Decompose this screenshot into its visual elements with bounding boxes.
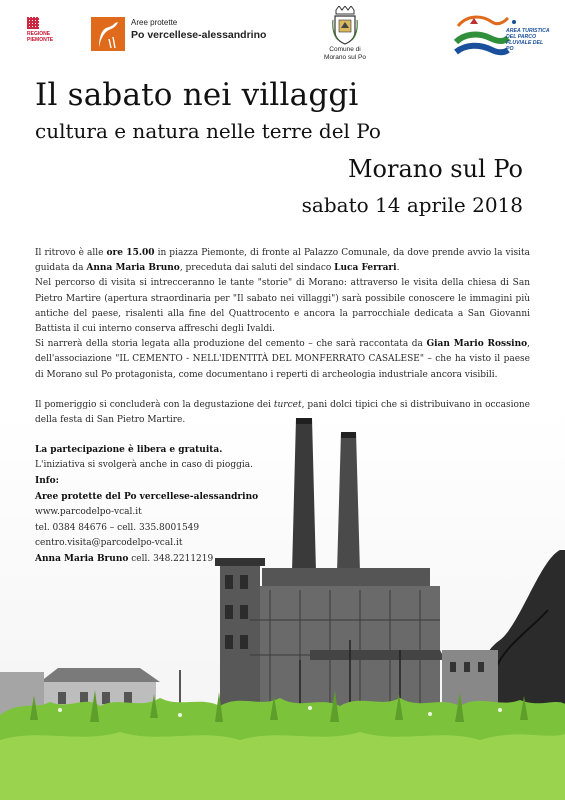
text: Si narrerà della storia legata alla produzione del cemento – che sarà raccontata da xyxy=(35,339,427,350)
regione-piemonte-logo xyxy=(27,17,63,49)
website-link[interactable]: www.parcodelpo-vcal.it xyxy=(35,507,142,517)
event-date: sabato 14 aprile 2018 xyxy=(301,193,523,217)
area-turistica-logo xyxy=(452,12,548,64)
coat-of-arms-icon xyxy=(332,6,358,46)
comune-label: Comune di xyxy=(329,46,361,53)
text: , preceduta dai saluti del sindaco xyxy=(179,263,335,274)
region-grid-icon xyxy=(27,17,39,29)
participation-note xyxy=(35,443,530,458)
page-title: Il sabato nei villaggi xyxy=(35,77,359,113)
rain-note: L'iniziativa si svolgerà anche in caso di pioggia. xyxy=(35,460,253,471)
text: Il ritrovo è alle xyxy=(35,248,107,258)
text: in piazza Piemonte, di fronte al Palazzo Comunale, da dove prende avvio la visita guidata da xyxy=(35,248,530,274)
text: , pani dolci tipici che si distribuivano in occasione della festa di San Pietro Martire. xyxy=(35,399,530,426)
mayor-name: Luca Ferrari xyxy=(334,263,397,274)
info-org xyxy=(35,490,285,506)
paragraph-meeting xyxy=(35,246,530,276)
info-heading: Info: xyxy=(35,476,59,486)
org-name: Aree protette del Po vercellese-alessandrino xyxy=(35,491,259,502)
contact-name: Anna Maria Bruno xyxy=(35,553,129,564)
aree-protette-label: Aree protette xyxy=(131,18,178,27)
text: Il pomeriggio si concluderà con la degustazione dei xyxy=(35,399,274,410)
paragraph-cement xyxy=(35,337,530,383)
text: , dell'associazione "IL CEMENTO - NELL'IDENTITÀ DEL MONFERRATO CASALESE" – che ha visto il paese di Morano sul Po protagonista, come documentano i reperti di archeologia industriale ancora visibili. xyxy=(35,339,530,380)
page-subtitle: cultura e natura nelle terre del Po xyxy=(35,119,381,143)
guide-name: Anna Maria Bruno xyxy=(86,263,180,274)
info-label xyxy=(35,474,285,490)
comune-logo xyxy=(312,6,378,68)
contact-line xyxy=(35,552,285,568)
aree-protette-name: Po vercellese-alessandrino xyxy=(131,29,267,41)
email-link[interactable]: centro.visita@parcodelpo-vcal.it xyxy=(35,538,183,548)
paragraph-visit: Nel percorso di visita si intrecceranno le tante "storie" di Morano: attraverso le visita della chiesa di San Pietro Martire (apertura straordinaria per "Il sabato nei villaggi") sarà possibile conoscere le immagini più antiche del paese, risalenti alla fine del Quattrocento e ancora la parrocchiale dedicata a San Giovanni Battista il cui interno conserva affreschi degli Ivaldi. xyxy=(35,278,530,335)
spacer xyxy=(35,428,530,443)
comune-name: Morano sul Po xyxy=(324,54,366,61)
area-turistica-text: AREA TURISTICA DEL PARCO FLUVIALE DEL PO xyxy=(506,28,550,52)
aree-protette-logo xyxy=(27,17,267,53)
info-block xyxy=(35,474,285,567)
phone-numbers: tel. 0384 84676 – cell. 335.8001549 xyxy=(35,522,200,533)
place-title: Morano sul Po xyxy=(347,155,523,183)
speaker-name: Gian Mario Rossino xyxy=(426,339,528,350)
contact-cell: cell. 348.2211219 xyxy=(128,553,214,564)
meeting-time: ore 15.00 xyxy=(106,248,155,258)
paragraph-tasting xyxy=(35,398,530,428)
free-entry-note: La partecipazione è libera e gratuita. xyxy=(35,445,223,456)
event-description xyxy=(35,246,530,474)
heron-icon xyxy=(91,17,125,51)
spacer xyxy=(35,383,530,398)
text: . xyxy=(396,263,400,274)
turcet-term: turcet xyxy=(273,399,302,410)
region-logo-text: REGIONE PIEMONTE xyxy=(27,31,54,43)
